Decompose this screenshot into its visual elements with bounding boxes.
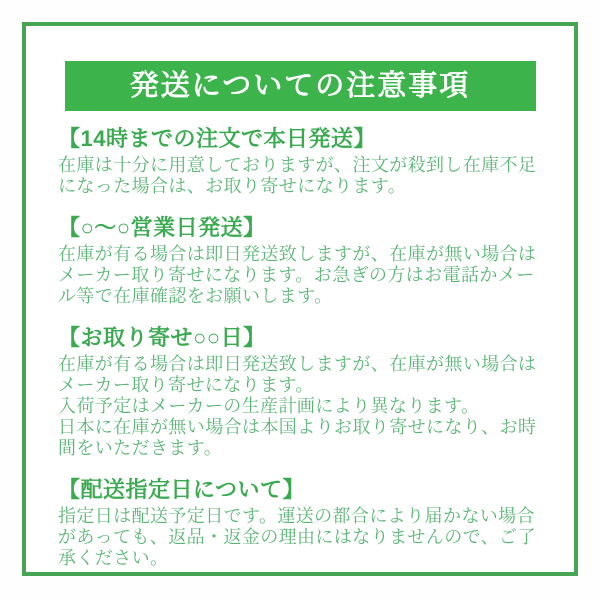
section-delivery-date bbox=[58, 477, 542, 569]
section-paragraph: 日本に在庫が無い場合は本国よりお取り寄せになり、お時間をいただきます。 bbox=[58, 417, 537, 458]
section-body bbox=[58, 155, 542, 197]
section-heading: 【配送指定日について】 bbox=[58, 477, 306, 502]
section-paragraph: 在庫が有る場合は即日発送致しますが、在庫が無い場合はメーカー取り寄せになります。 bbox=[58, 354, 537, 395]
page-title: 発送についての注意事項 bbox=[129, 69, 471, 102]
section-body bbox=[58, 506, 542, 569]
section-heading: 【14時までの注文で本日発送】 bbox=[58, 126, 376, 151]
section-body bbox=[58, 244, 542, 307]
section-same-day-shipping bbox=[58, 126, 542, 197]
notice-header-bar bbox=[65, 61, 536, 111]
section-paragraph: 在庫が有る場合は即日発送致しますが、在庫が無い場合はメーカー取り寄せになります。お急ぎの方はお電話かメール等で在庫確認をお願いします。 bbox=[58, 244, 537, 306]
notice-frame bbox=[22, 22, 578, 576]
section-business-day-shipping bbox=[58, 215, 542, 307]
section-paragraph: 入荷予定はメーカーの生産計画により異なります。 bbox=[58, 396, 480, 416]
section-backorder bbox=[58, 325, 542, 459]
section-paragraph: 在庫は十分に用意しておりますが、注文が殺到し在庫不足になった場合は、お取り寄せになります。 bbox=[58, 155, 537, 196]
section-body bbox=[58, 354, 542, 459]
section-paragraph: 指定日は配送予定日です。運送の都合により届かない場合があっても、返品・返金の理由にはなりませんので、ご了承ください。 bbox=[58, 506, 536, 568]
notice-sections bbox=[26, 126, 574, 569]
section-heading: 【○～○営業日発送】 bbox=[58, 215, 266, 240]
section-heading: 【お取り寄せ○○日】 bbox=[58, 325, 266, 350]
